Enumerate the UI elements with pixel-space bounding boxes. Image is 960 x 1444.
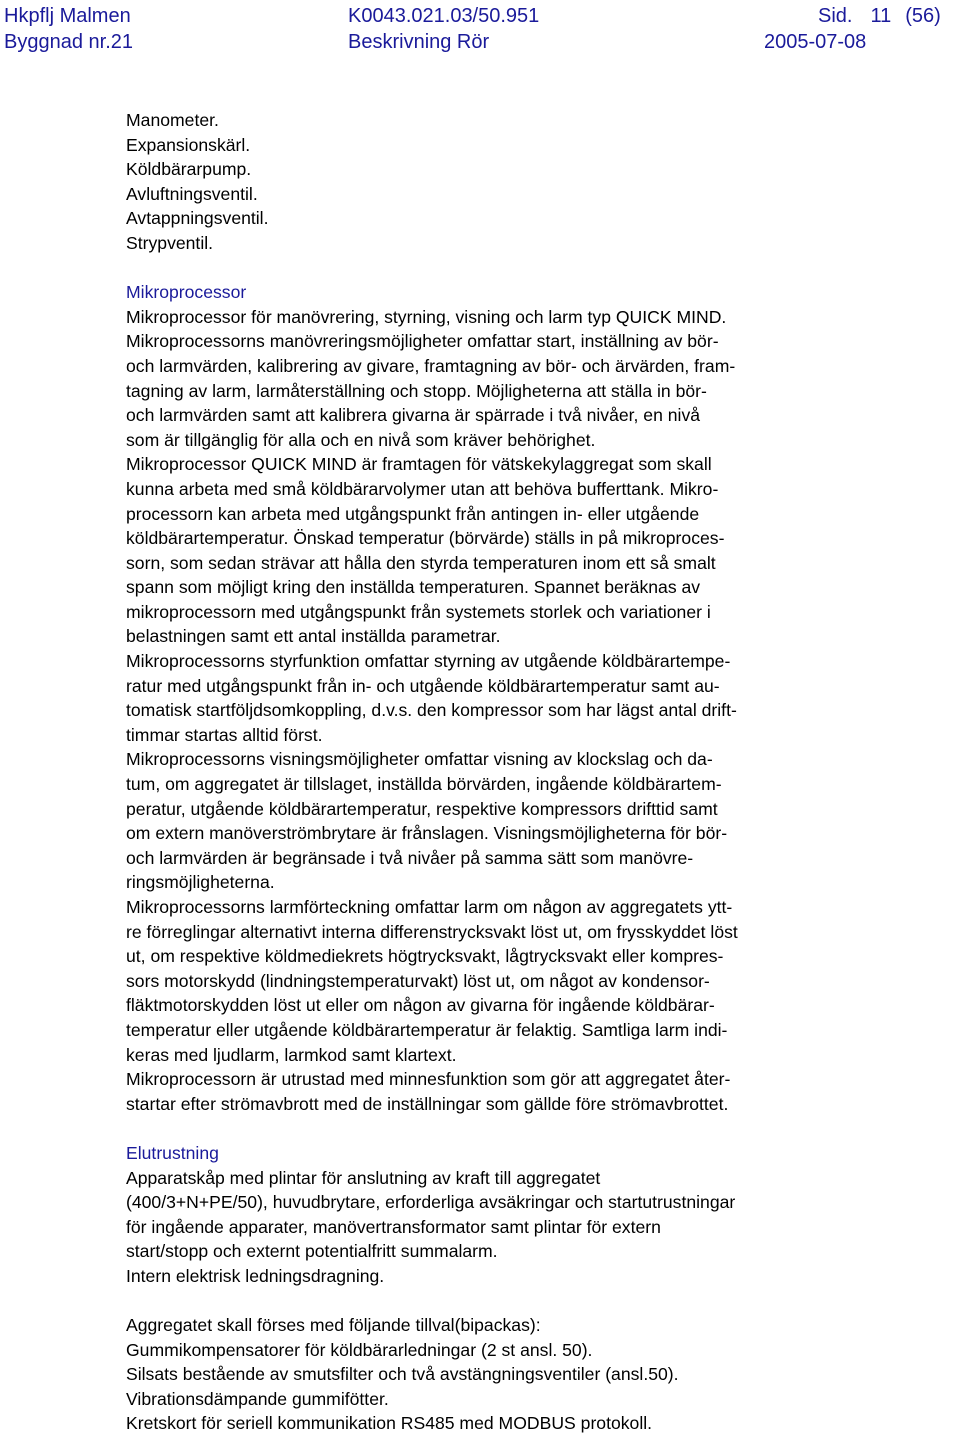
section-elutrustning [126, 1141, 886, 1289]
text-line: belastningen samt ett antal inställda parametrar. [126, 626, 501, 647]
text-line: keras med ljudlarm, larmkod samt klartext. [126, 1044, 457, 1065]
document-code: K0043.021.03/50.951 [348, 5, 540, 27]
list-item: Avtappningsventil. [126, 208, 269, 229]
page-indicator [818, 3, 941, 29]
text-line: Mikroprocessorns styrfunktion omfattar styrning av utgående köldbärartempe- [126, 651, 731, 672]
spacer [126, 1116, 886, 1141]
text-line: köldbärartemperatur. Önskad temperatur (börvärde) ställs in på mikroproces- [126, 528, 725, 549]
text-line: temperatur eller utgående köldbärartemperatur är felaktig. Samtliga larm indi- [126, 1019, 728, 1040]
text-line: re förreglingar alternativt interna differenstrycksvakt löst ut, om frysskyddet löst [126, 921, 738, 942]
text-line: och larmvärden är begränsade i två nivåer på samma sätt som manövre- [126, 847, 694, 868]
text-line: tagning av larm, larmåterställning och stopp. Möjligheterna att ställa in bör- [126, 380, 707, 401]
text-line: Intern elektrisk ledningsdragning. [126, 1265, 385, 1286]
text-line: peratur, utgående köldbärartemperatur, respektive kompressors drifttid samt [126, 798, 718, 819]
text-line: Mikroprocessor QUICK MIND är framtagen för vätskekylaggregat som skall [126, 454, 712, 475]
section-tillval [126, 1313, 886, 1436]
text-line: mikroprocessorn med utgångspunkt från systemets storlek och variationer i [126, 601, 711, 622]
text-line: tum, om aggregatet är tillslaget, inställda börvärden, ingående köldbärartem- [126, 774, 722, 795]
page-total: (56) [905, 5, 941, 27]
text-line: startar efter strömavbrott med de inställningar som gällde före strömavbrottet. [126, 1093, 729, 1114]
text-line: Mikroprocessorns manövreringsmöjligheter omfattar start, inställning av bör- [126, 331, 719, 352]
text-line: Mikroprocessor för manövrering, styrning, visning och larm typ QUICK MIND. [126, 306, 727, 327]
text-line: fläktmotorskydden löst ut eller om någon av givarna för ingående köldbärar- [126, 995, 715, 1016]
text-line: ratur med utgångspunkt från in- och utgående köldbärartemperatur samt au- [126, 675, 720, 696]
spacer [126, 256, 886, 281]
text-line: Vibrationsdämpande gummifötter. [126, 1388, 389, 1409]
list-item: Köldbärarpump. [126, 159, 252, 180]
document-date: 2005-07-08 [764, 31, 867, 53]
project-name: Hkpflj Malmen [4, 5, 131, 27]
section-heading: Mikroprocessor [126, 282, 247, 303]
text-line: Aggregatet skall förses med följande tillval(bipackas): [126, 1315, 541, 1336]
section-heading: Elutrustning [126, 1142, 219, 1163]
text-line: kunna arbeta med små köldbärarvolymer utan att behöva bufferttank. Mikro- [126, 478, 719, 499]
text-line: start/stopp och externt potentialfritt summalarm. [126, 1241, 498, 1262]
component-list [126, 108, 886, 256]
text-line: Apparatskåp med plintar för anslutning av kraft till aggregatet [126, 1167, 601, 1188]
text-line: (400/3+N+PE/50), huvudbrytare, erforderliga avsäkringar och startutrustningar [126, 1192, 736, 1213]
text-line: Gummikompensatorer för köldbärarledningar (2 st ansl. 50). [126, 1339, 593, 1360]
text-line: som är tillgänglig för alla och en nivå som kräver behörighet. [126, 429, 596, 450]
list-item: Manometer. [126, 110, 219, 130]
text-line: och larmvärden samt att kalibrera givarna är spärrade i två nivåer, en nivå [126, 405, 701, 426]
text-line: Kretskort för seriell kommunikation RS485 med MODBUS protokoll. [126, 1413, 653, 1434]
text-line: Mikroprocessorn är utrustad med minnesfunktion som gör att aggregatet åter- [126, 1069, 731, 1090]
building-number: Byggnad nr.21 [4, 31, 133, 53]
text-line: processorn kan arbeta med utgångspunkt från antingen in- eller utgående [126, 503, 700, 524]
page-header [0, 0, 960, 60]
text-line: Mikroprocessorns larmförteckning omfattar larm om någon av aggregatets ytt- [126, 897, 733, 917]
text-line: ut, om respektive köldmediekrets högtrycksvakt, lågtrycksvakt eller kompres- [126, 946, 724, 967]
text-line: sorn, som sedan strävar att hålla den styrda temperaturen inom ett så smalt [126, 552, 716, 573]
list-item: Avluftningsventil. [126, 183, 258, 204]
list-item: Expansionskärl. [126, 134, 251, 155]
text-line: timmar startas alltid först. [126, 724, 323, 745]
spacer [126, 1289, 886, 1314]
text-line: spann som möjligt kring den inställda temperaturen. Spannet beräknas av [126, 577, 701, 598]
document-body [126, 108, 886, 1436]
section-mikroprocessor [126, 280, 886, 1116]
text-line: Silsats bestående av smutsfilter och två avstängningsventiler (ansl.50). [126, 1364, 679, 1385]
document-title: Beskrivning Rör [348, 31, 490, 53]
text-line: tomatisk startföljdsomkoppling, d.v.s. den kompressor som har lägst antal drift- [126, 700, 737, 721]
page-number: 11 [870, 5, 892, 27]
text-line: om extern manöverströmbrytare är frånslagen. Visningsmöjligheterna för bör- [126, 823, 728, 844]
text-line: för ingående apparater, manövertransformator samt plintar för extern [126, 1216, 661, 1237]
page-label: Sid. [818, 5, 853, 27]
text-line: ringsmöjligheterna. [126, 872, 275, 893]
text-line: sors motorskydd (lindningstemperaturvakt) löst ut, om något av kondensor- [126, 970, 710, 991]
text-line: Mikroprocessorns visningsmöjligheter omfattar visning av klockslag och da- [126, 749, 713, 770]
text-line: och larmvärden, kalibrering av givare, framtagning av bör- och ärvärden, fram- [126, 355, 736, 376]
list-item: Strypventil. [126, 232, 214, 253]
